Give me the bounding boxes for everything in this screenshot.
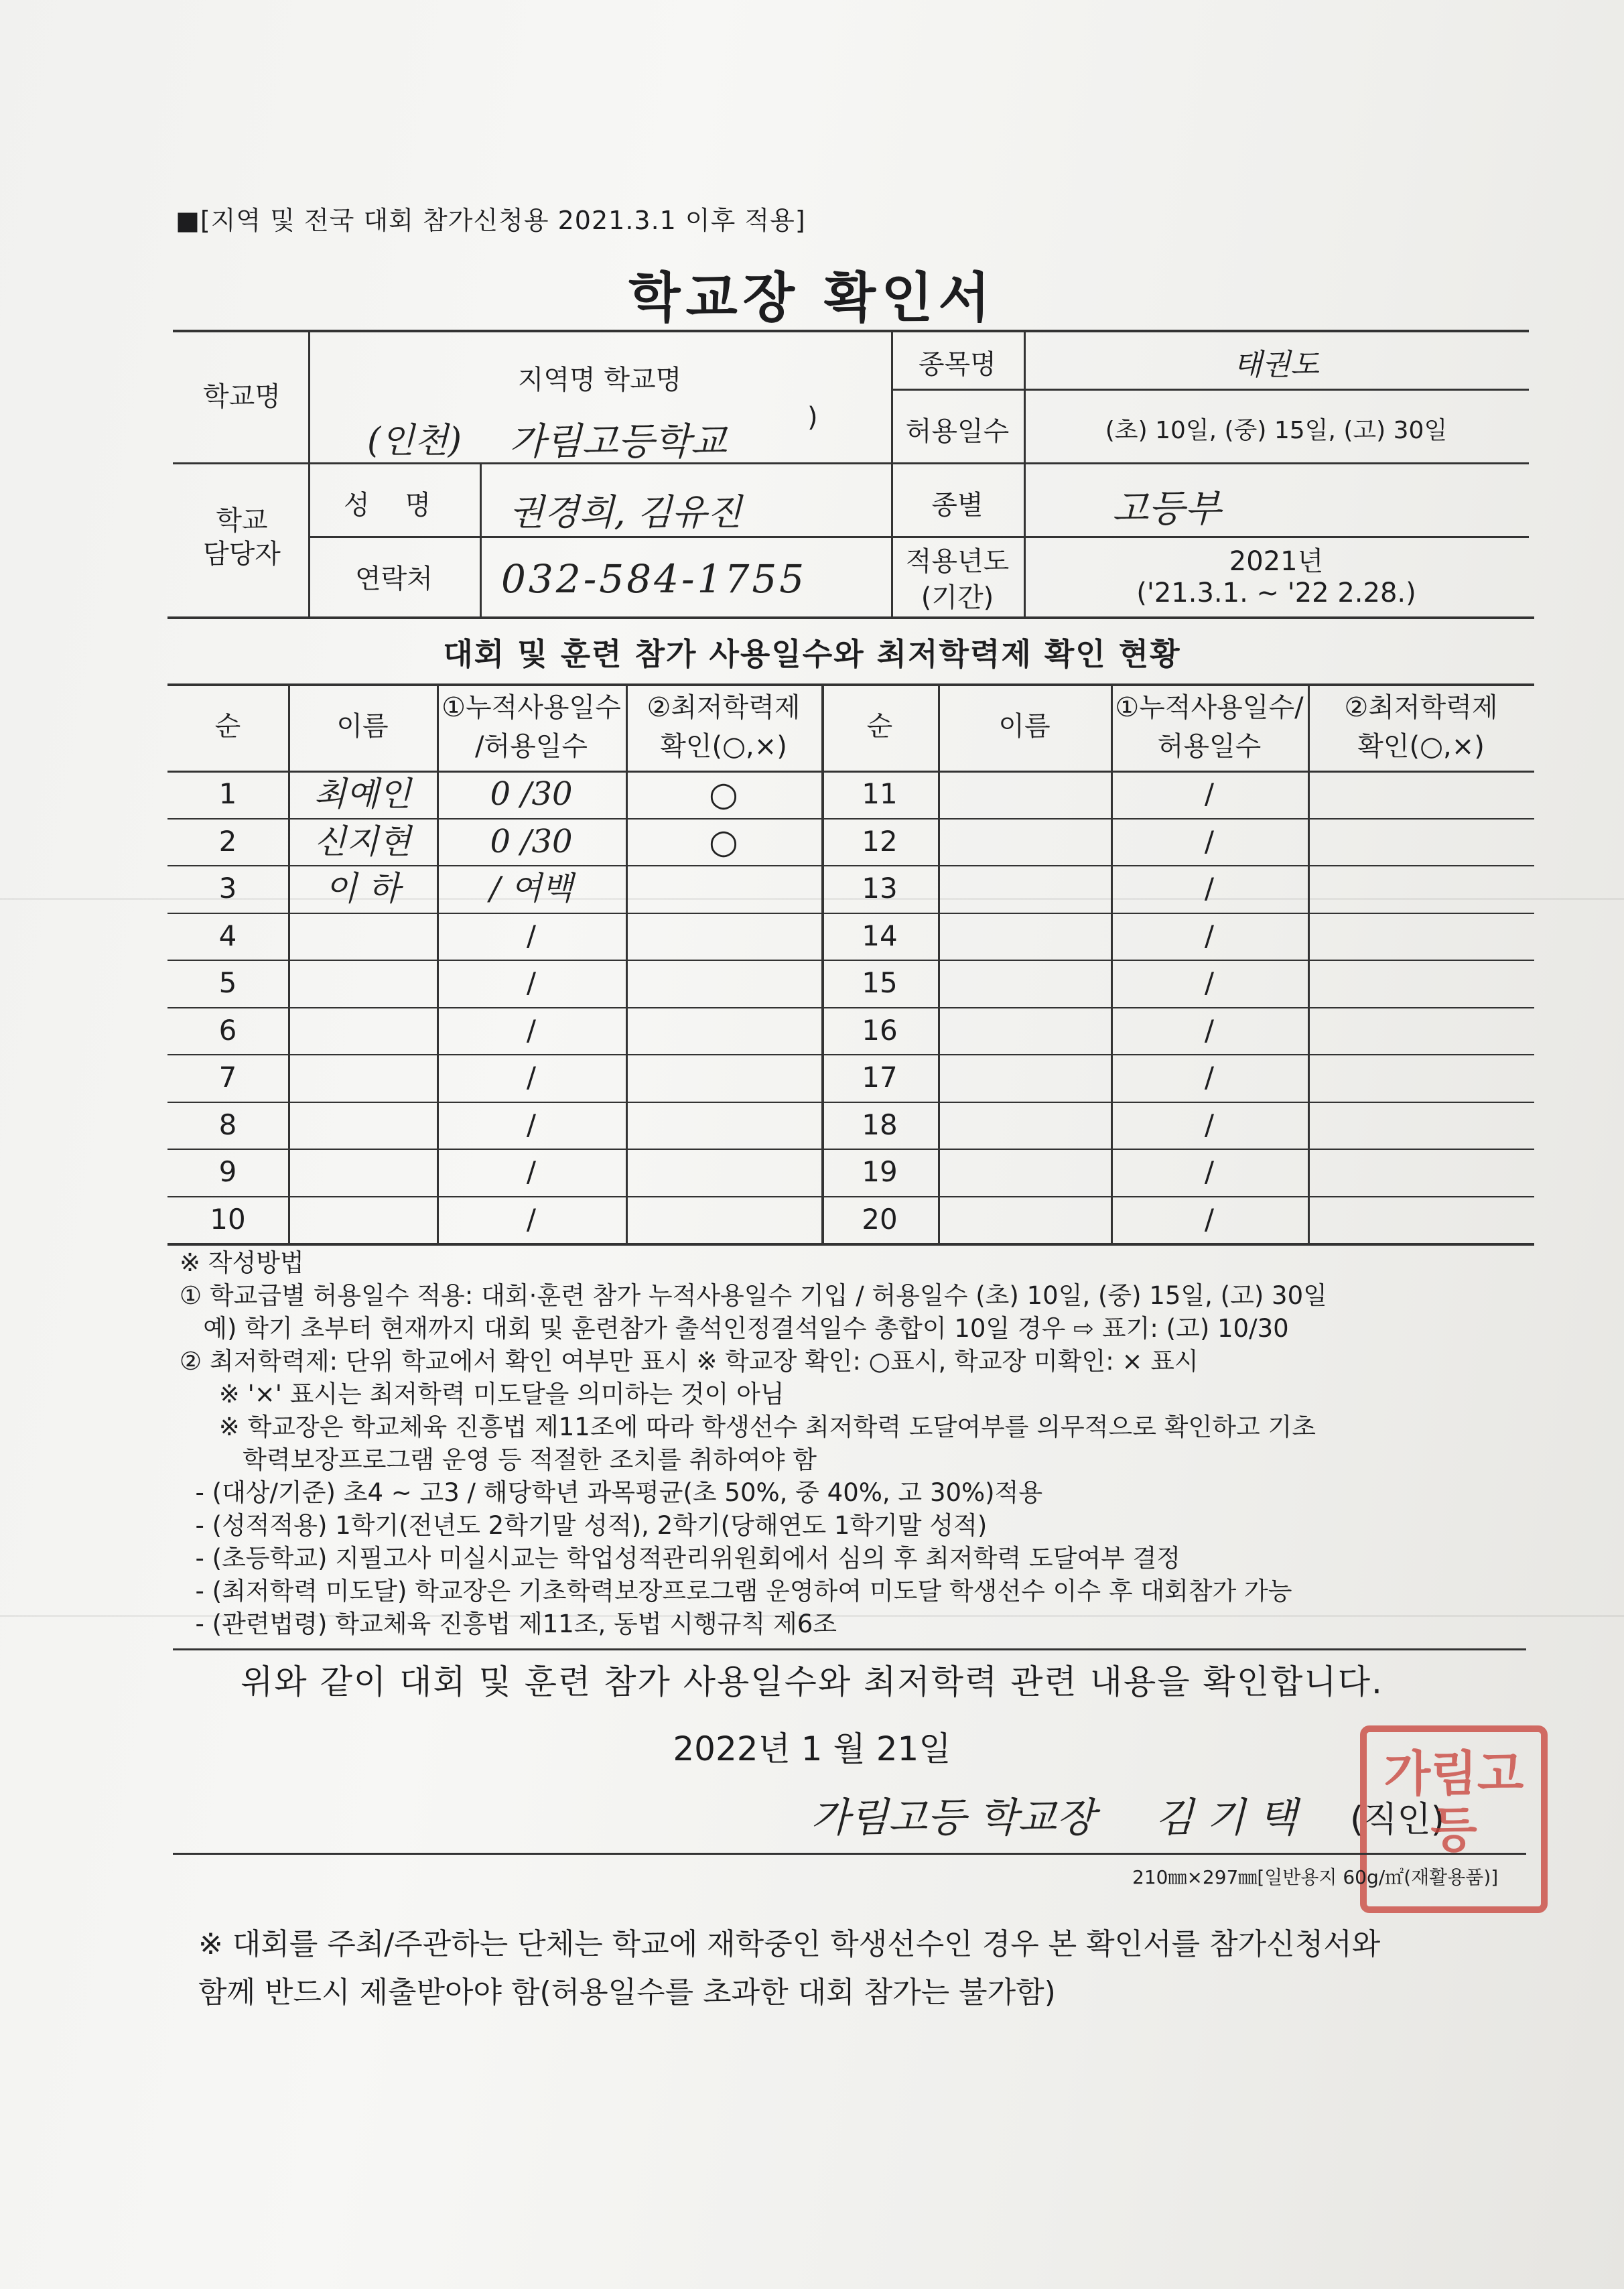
- table-border: [891, 389, 1529, 391]
- row-number: 11: [862, 777, 898, 810]
- row-number: 15: [862, 966, 898, 999]
- row-number: 12: [862, 824, 898, 858]
- row-number: 13: [862, 872, 898, 905]
- athlete-name: [938, 865, 1111, 912]
- col-header-min: ②최저학력제: [647, 692, 801, 723]
- row-number: 14: [862, 919, 898, 952]
- min-check: [626, 1149, 821, 1195]
- seal-label: (직인): [1349, 1800, 1445, 1840]
- min-check: [1308, 1007, 1534, 1054]
- footer-note: [198, 1920, 1380, 2017]
- min-check: [1308, 771, 1534, 818]
- divider: [173, 1853, 1526, 1855]
- min-check: [626, 1196, 821, 1243]
- athlete-name: [288, 960, 437, 1006]
- signature-line: [811, 1786, 1444, 1843]
- signature-principal: 김 기 택: [1154, 1794, 1297, 1841]
- header-note: ■[지역 및 전국 대회 참가신청용 2021.3.1 이후 적용]: [176, 206, 806, 235]
- row-number: 16: [862, 1013, 898, 1047]
- athlete-name: [288, 1196, 437, 1243]
- used-days: /: [526, 966, 537, 999]
- min-check: [626, 1007, 821, 1054]
- used-days: /: [1204, 1013, 1215, 1047]
- used-days: /: [1204, 1061, 1215, 1094]
- min-check: [1308, 865, 1534, 912]
- used-days: /: [1204, 1155, 1215, 1188]
- contact-names: 권경희, 김유진: [509, 491, 742, 533]
- instruction-line: ① 학교급별 허용일수 적용: 대회·훈련 참가 누적사용일수 기입 / 허용일수 (초) 10일, (중) 15일, (고) 30일: [180, 1281, 1327, 1310]
- min-check: [626, 1054, 821, 1101]
- event-value: 태권도: [1233, 348, 1319, 382]
- table-border: [167, 683, 1534, 686]
- athlete-name: 이 하: [324, 869, 401, 908]
- year-label: 적용년도: [905, 546, 1010, 577]
- table-border: [167, 616, 1534, 619]
- athlete-name: [938, 771, 1111, 818]
- instruction-line: 학력보장프로그램 운영 등 적절한 조치를 취하여야 함: [180, 1445, 817, 1474]
- athlete-name: [288, 1054, 437, 1101]
- min-check: [1308, 913, 1534, 960]
- instruction-line: ※ 학교장은 학교체육 진흥법 제11조에 따라 학생선수 최저학력 도달여부를 의무적으로 확인하고 기초: [180, 1413, 1316, 1441]
- division-value: 고등부: [1112, 487, 1221, 531]
- instruction-line: - (대상/기준) 초4 ~ 고3 / 해당학년 과목평균(초 50%, 중 40%, 고 30%)적용: [180, 1478, 1043, 1507]
- document-title: 학교장 확인서: [628, 267, 996, 329]
- contact-label: 담당자: [203, 539, 281, 570]
- min-check: [1308, 1149, 1534, 1195]
- used-days: /: [526, 919, 537, 952]
- athlete-name: [938, 1149, 1111, 1195]
- used-days: /: [1204, 777, 1215, 810]
- event-label: 종목명: [919, 349, 996, 380]
- instruction-line: ※ 작성방법: [180, 1248, 304, 1277]
- used-days: 0 /30: [490, 822, 573, 860]
- used-days: /: [526, 1202, 537, 1236]
- athlete-name: [938, 960, 1111, 1006]
- row-number: 19: [862, 1155, 898, 1188]
- col-header-no: 순: [866, 711, 893, 742]
- used-days: /: [526, 1061, 537, 1094]
- row-number: 4: [218, 919, 237, 952]
- footer-line: 함께 반드시 제출받아야 함(허용일수를 초과한 대회 참가는 불가함): [198, 1975, 1056, 2010]
- row-number: 2: [218, 824, 237, 858]
- athlete-name: [938, 818, 1111, 865]
- athlete-name: [938, 1196, 1111, 1243]
- used-days: /: [1204, 824, 1215, 858]
- min-check: [1308, 960, 1534, 1006]
- instruction-line: - (관련법령) 학교체육 진흥법 제11조, 동법 시행규칙 제6조: [180, 1610, 837, 1638]
- table-border: [173, 330, 1529, 332]
- period-value: ('21.3.1. ~ '22 2.28.): [1136, 578, 1416, 608]
- used-days: /: [526, 1155, 537, 1188]
- row-number: 1: [218, 777, 237, 810]
- col-header-min: 확인(○,×): [1357, 731, 1485, 762]
- table-border: [891, 536, 1529, 538]
- min-check: [1308, 1054, 1534, 1101]
- col-header-days: ①누적사용일수/: [1115, 692, 1304, 723]
- school-close-paren: ): [807, 402, 818, 433]
- stamp-text: 가림고등: [1383, 1745, 1524, 1858]
- athlete-name: [288, 1007, 437, 1054]
- col-header-name: 이름: [998, 711, 1051, 742]
- row-number: 17: [862, 1061, 898, 1094]
- instructions: [180, 1246, 1540, 1640]
- min-check: [626, 960, 821, 1006]
- athlete-name: [288, 1102, 437, 1149]
- col-header-days: ①누적사용일수: [442, 692, 621, 723]
- allowed-days-value: (초) 10일, (중) 15일, (고) 30일: [1105, 417, 1448, 444]
- divider: [173, 1648, 1526, 1650]
- year-label: (기간): [921, 582, 994, 613]
- table-border: [480, 462, 482, 616]
- instruction-line: 예) 학기 초부터 현재까지 대회 및 훈련참가 출석인정결석일수 총합이 10일 경우 ⇨ 표기: (고) 10/30: [180, 1314, 1289, 1343]
- phone-label: 연락처: [355, 564, 433, 594]
- school-name: 가림고등학교: [509, 420, 727, 464]
- school-label: 학교명: [203, 381, 281, 412]
- col-header-min: 확인(○,×): [660, 731, 787, 762]
- col-header-min: ②최저학력제: [1344, 692, 1498, 723]
- year-value: 2021년: [1229, 546, 1324, 577]
- min-check: [1308, 818, 1534, 865]
- row-number: 7: [218, 1061, 237, 1094]
- signature-school: 가림고등 학교장: [811, 1794, 1095, 1841]
- paper-spec: 210㎜×297㎜[일반용지 60g/㎡(재활용품)]: [1132, 1866, 1499, 1888]
- contact-phone: 032-584-1755: [501, 556, 807, 602]
- allowed-days-label: 허용일수: [905, 416, 1010, 447]
- instruction-line: - (초등학교) 지필고사 미실시교는 학업성적관리위원회에서 심의 후 최저학력 도달여부 결정: [180, 1544, 1181, 1573]
- section-title: 대회 및 훈련 참가 사용일수와 최저학력제 확인 현황: [443, 636, 1181, 672]
- row-number: 3: [218, 872, 237, 905]
- col-header-no: 순: [214, 711, 241, 742]
- min-check: [1308, 1196, 1534, 1243]
- row-number: 8: [218, 1108, 237, 1141]
- min-check: [626, 865, 821, 912]
- instruction-line: - (최저학력 미도달) 학교장은 기초학력보장프로그램 운영하여 미도달 학생선수 이수 후 대회참가 가능: [180, 1577, 1292, 1606]
- athlete-name: 최예인: [314, 775, 411, 813]
- division-label: 종별: [931, 490, 984, 521]
- athlete-name: [938, 1102, 1111, 1149]
- row-number: 18: [862, 1108, 898, 1141]
- used-days: /: [1204, 919, 1215, 952]
- used-days: /: [526, 1108, 537, 1141]
- athlete-name: [938, 1054, 1111, 1101]
- used-days: /: [1204, 966, 1215, 999]
- row-number: 6: [218, 1013, 237, 1047]
- row-number: 5: [218, 966, 237, 999]
- used-days: /: [1204, 1108, 1215, 1141]
- confirmation-statement: 위와 같이 대회 및 훈련 참가 사용일수와 최저학력 관련 내용을 확인합니다.: [241, 1662, 1383, 1701]
- athlete-name: [938, 913, 1111, 960]
- table-border: [173, 462, 1529, 464]
- table-border: [308, 536, 891, 538]
- athlete-name: [938, 1007, 1111, 1054]
- col-header-days: /허용일수: [474, 731, 588, 762]
- min-check: ○: [709, 822, 738, 861]
- table-border: [167, 1243, 1534, 1246]
- school-region: (인천): [367, 421, 462, 461]
- instruction-line: ※ '×' 표시는 최저학력 미도달을 의미하는 것이 아님: [180, 1380, 785, 1409]
- row-number: 20: [862, 1202, 898, 1236]
- contact-label: 학교: [216, 505, 268, 536]
- footer-line: ※ 대회를 주최/주관하는 단체는 학교에 재학중인 학생선수인 경우 본 확인서를 참가신청서와: [198, 1927, 1381, 1961]
- row-number: 10: [210, 1202, 246, 1236]
- min-check: [626, 913, 821, 960]
- athlete-name: 신지현: [314, 822, 411, 861]
- min-check: [1308, 1102, 1534, 1149]
- min-check: [626, 1102, 821, 1149]
- used-days: /: [1204, 872, 1215, 905]
- athlete-name: [288, 913, 437, 960]
- used-days: 0 /30: [490, 775, 573, 813]
- min-check: ○: [709, 775, 738, 813]
- instruction-line: - (성적적용) 1학기(전년도 2학기말 성적), 2학기(당해연도 1학기말 성적): [180, 1511, 988, 1540]
- athlete-name: [288, 1149, 437, 1195]
- col-header-days: 허용일수: [1157, 731, 1262, 762]
- instruction-line: ② 최저학력제: 단위 학교에서 확인 여부만 표시 ※ 학교장 확인: ○표시, 학교장 미확인: × 표시: [180, 1347, 1199, 1376]
- school-sub-label: 지역명 학교명: [517, 365, 682, 395]
- col-header-name: 이름: [336, 711, 389, 742]
- name-label: 성 명: [344, 490, 444, 521]
- row-number: 9: [218, 1155, 237, 1188]
- issue-date: 2022년 1 월 21일: [673, 1729, 951, 1768]
- used-days: /: [526, 1013, 537, 1047]
- used-days: / 여백: [489, 870, 573, 907]
- used-days: /: [1204, 1202, 1215, 1236]
